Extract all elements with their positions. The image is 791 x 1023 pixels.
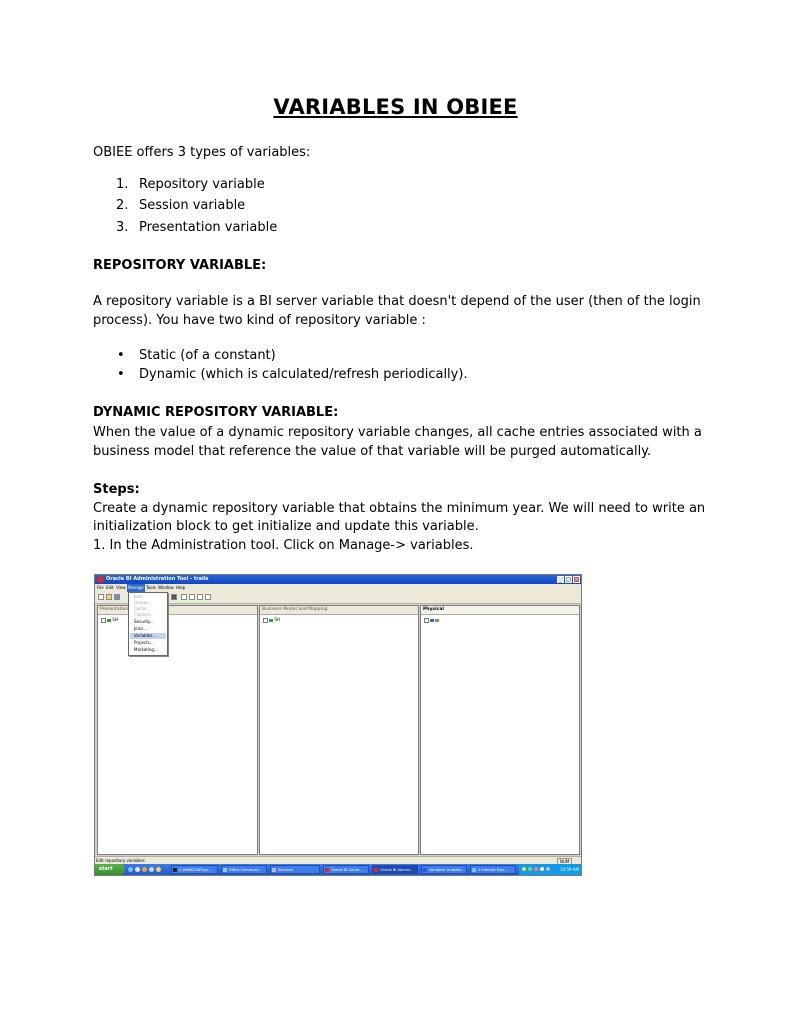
tree-root[interactable]	[101, 617, 118, 623]
paragraph-line: business model that reference the value of that variable will be purged automatically.	[93, 444, 652, 459]
business-model-pane[interactable]	[259, 605, 419, 855]
physical-pane[interactable]	[420, 605, 580, 855]
pane-header: Business Model and Mapping	[260, 606, 418, 615]
taskbar	[95, 864, 581, 875]
taskbar-item[interactable]: 2 Internet Expl...	[470, 865, 516, 874]
import-icon[interactable]	[181, 594, 187, 600]
menu-item-clusters[interactable]: Clusters...	[134, 612, 155, 617]
expand-icon[interactable]	[424, 618, 429, 623]
folder-icon	[269, 619, 273, 622]
paragraph-line: When the value of a dynamic repository variable changes, all cache entries associated with a	[93, 425, 702, 440]
menu-item-variables[interactable]: Variables...	[130, 633, 166, 639]
taskbar-item[interactable]: Oracle BI Admini...	[372, 865, 418, 874]
status-text: Edit repository variables	[96, 858, 145, 863]
page-title: VARIABLES IN OBIEE	[273, 95, 518, 119]
tree-root[interactable]	[424, 617, 439, 623]
paragraph-line: process). You have two kind of repository variable :	[93, 313, 426, 328]
connection-icon	[435, 619, 439, 622]
word-icon	[423, 868, 427, 872]
check-icon[interactable]	[171, 594, 177, 600]
list-item: Presentation variable	[139, 220, 278, 235]
dynamic-heading: DYNAMIC REPOSITORY VARIABLE:	[93, 405, 339, 420]
oracle-icon	[374, 868, 378, 872]
admin-tool-screenshot	[94, 574, 582, 876]
system-tray	[519, 864, 581, 875]
paragraph-line: A repository variable is a BI server variable that doesn't depend of the user (then of the login	[93, 294, 701, 309]
bullet: •	[117, 348, 125, 363]
list-item: Dynamic (which is calculated/refresh periodically).	[139, 367, 468, 382]
quicklaunch-desktop-icon[interactable]	[135, 867, 140, 872]
quicklaunch-explorer-icon[interactable]	[149, 867, 154, 872]
list-item: Repository variable	[139, 177, 265, 192]
presentation-pane[interactable]	[97, 605, 258, 855]
services-icon	[272, 868, 276, 872]
cut-icon[interactable]	[197, 594, 203, 600]
database-icon	[430, 619, 434, 622]
tray-icon[interactable]	[528, 867, 532, 871]
taskbar-item[interactable]: Office Communi...	[221, 865, 267, 874]
menu-tools[interactable]: Tools	[146, 585, 156, 590]
paragraph-line: 1. In the Administration tool. Click on Manage-> variables.	[93, 538, 474, 553]
start-button[interactable]: start	[95, 864, 125, 875]
list-number: 3.	[116, 220, 129, 235]
list-item: Static (of a constant)	[139, 348, 276, 363]
clock: 10:59 AM	[560, 867, 579, 872]
menu-item-jobs[interactable]: Jobs	[134, 594, 143, 599]
menu-item-marketing[interactable]: Marketing...	[134, 647, 158, 652]
menu-item-security[interactable]: Security...	[134, 619, 154, 624]
tray-icon[interactable]	[522, 867, 526, 871]
tree-label: SH	[112, 617, 118, 622]
quicklaunch-media-icon[interactable]	[142, 867, 147, 872]
new-icon[interactable]	[98, 594, 104, 600]
tree-root[interactable]	[263, 617, 280, 623]
quicklaunch-app-icon[interactable]	[156, 867, 161, 872]
save-icon[interactable]	[114, 594, 120, 600]
taskbar-item[interactable]: Services	[270, 865, 320, 874]
intro-text: OBIEE offers 3 types of variables:	[93, 145, 311, 160]
menu-item-groups[interactable]: Groups...	[134, 600, 153, 605]
menu-item-joins[interactable]: Joins...	[134, 626, 148, 631]
repository-heading: REPOSITORY VARIABLE:	[93, 258, 267, 273]
list-item: Session variable	[139, 198, 246, 213]
ie-icon	[472, 868, 476, 872]
tray-icon[interactable]	[546, 867, 550, 871]
expand-icon[interactable]	[263, 618, 268, 623]
paste-icon[interactable]	[205, 594, 211, 600]
window-title: Oracle BI Administration Tool - trails	[106, 576, 209, 582]
menu-help[interactable]: Help	[176, 585, 186, 590]
taskbar-item[interactable]: C:\WINDOWS\sy...	[171, 865, 218, 874]
menu-window[interactable]: Window	[158, 585, 174, 590]
steps-heading: Steps:	[93, 482, 140, 497]
open-icon[interactable]	[106, 594, 112, 600]
list-number: 1.	[116, 177, 129, 192]
taskbar-item[interactable]: Variables in obiee...	[421, 865, 467, 874]
menu-manage[interactable]: Manage	[128, 585, 144, 590]
tree-label: SH	[274, 617, 280, 622]
paragraph-line: initialization block to get initialize and update this variable.	[93, 519, 479, 534]
communicator-icon	[223, 868, 227, 872]
tray-icon[interactable]	[540, 867, 544, 871]
tray-icon[interactable]	[534, 867, 538, 871]
menu-bar	[95, 584, 581, 592]
bullet: •	[117, 367, 125, 382]
menu-item-projects[interactable]: Projects...	[134, 640, 154, 645]
close-button[interactable]: ×	[574, 577, 579, 583]
menu-edit[interactable]: Edit	[106, 585, 114, 590]
oracle-app-icon	[97, 576, 104, 583]
maximize-button[interactable]: □	[566, 577, 571, 583]
window-titlebar	[95, 575, 581, 584]
taskbar-item[interactable]: Oracle BI Conte...	[323, 865, 369, 874]
num-lock-indicator: NUM	[557, 858, 572, 866]
cmd-icon	[173, 868, 177, 872]
expand-icon[interactable]	[101, 618, 106, 623]
export-icon[interactable]	[189, 594, 195, 600]
manage-dropdown-menu	[128, 592, 168, 656]
pane-header: Presentation	[98, 606, 257, 615]
list-number: 2.	[116, 198, 129, 213]
minimize-button[interactable]: _	[557, 576, 564, 583]
menu-view[interactable]: View	[116, 585, 126, 590]
menu-file[interactable]: File	[97, 585, 104, 590]
paragraph-line: Create a dynamic repository variable that obtains the minimum year. We will need to write an	[93, 501, 706, 516]
oracle-icon	[325, 868, 329, 872]
quicklaunch-ie-icon[interactable]	[128, 867, 133, 872]
menu-item-cache[interactable]: Cache...	[134, 606, 151, 611]
folder-icon	[107, 619, 111, 622]
pane-header: Physical	[421, 606, 579, 615]
